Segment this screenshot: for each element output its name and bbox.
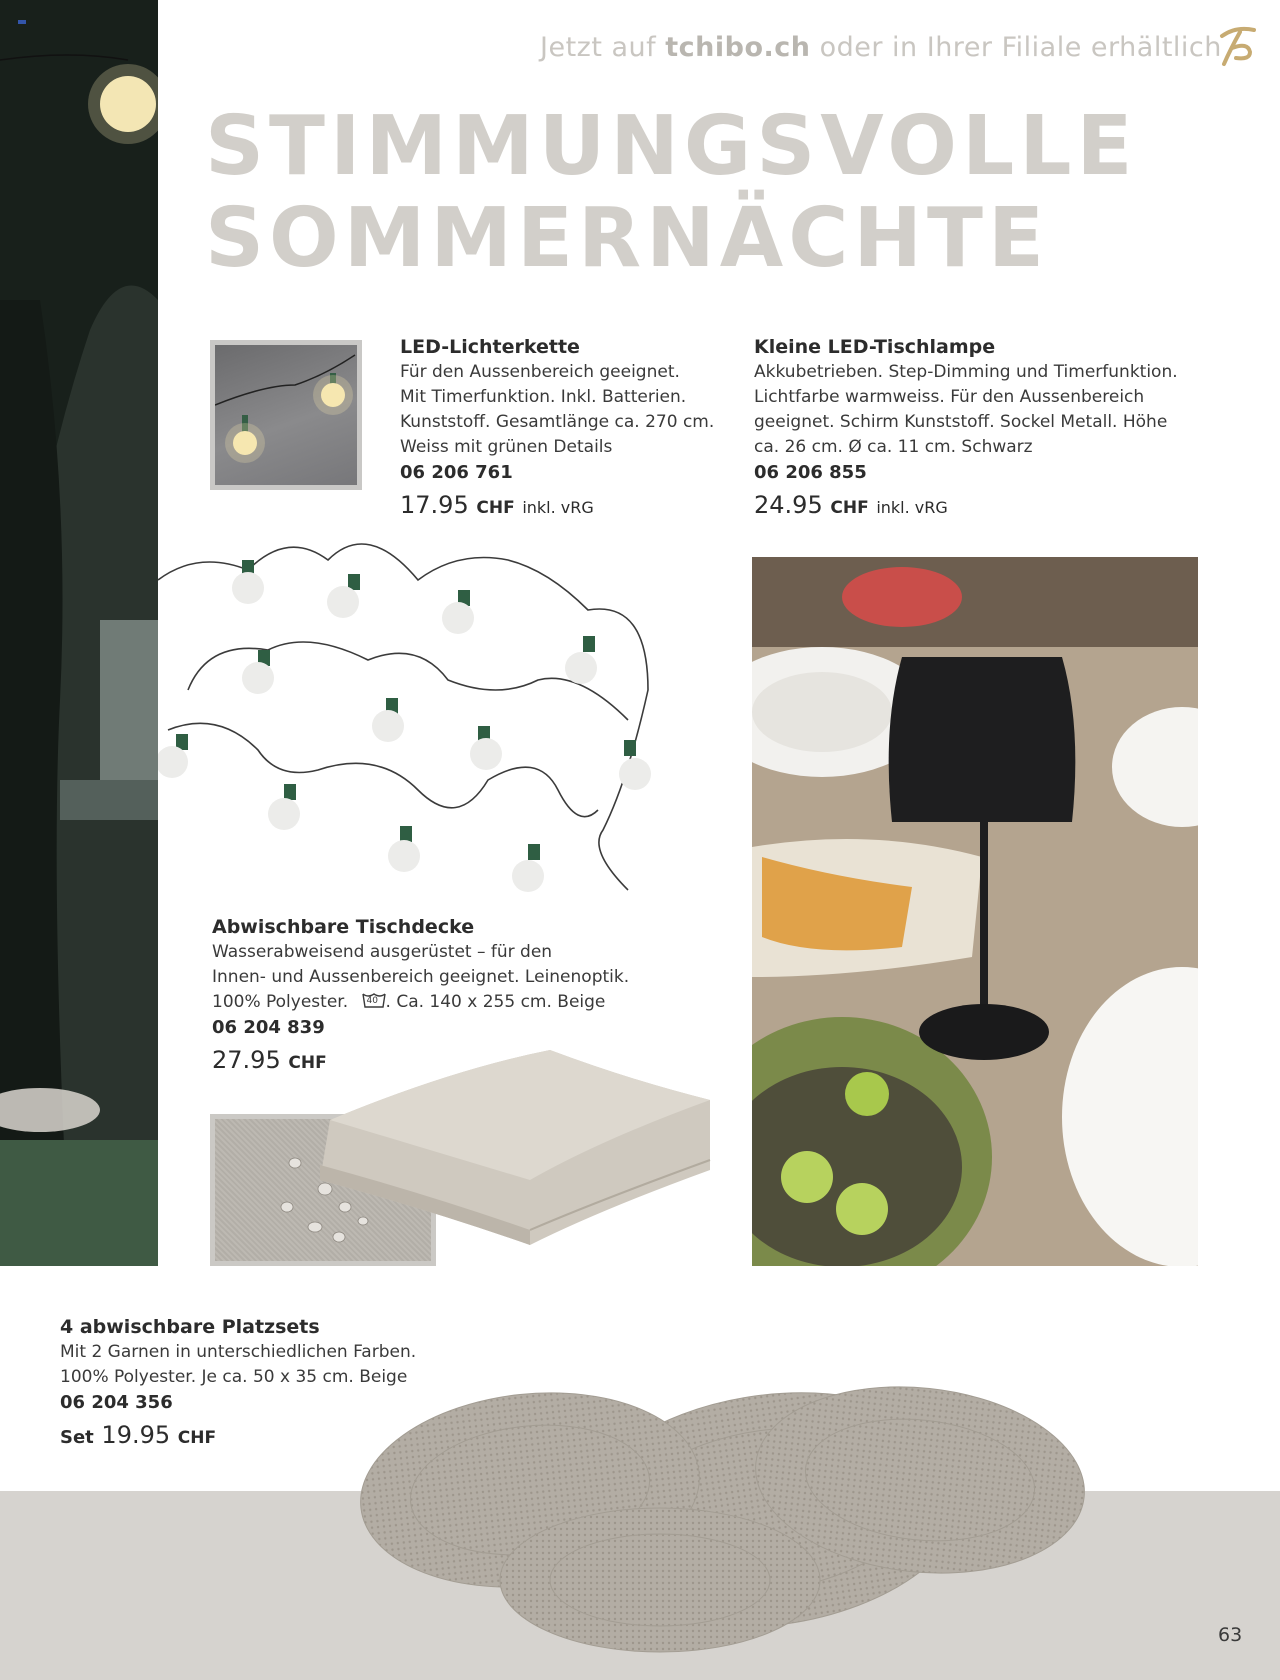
- lichterkette-thumbnail-illustration: [215, 345, 357, 485]
- tischlampe-desc-line: ca. 26 cm. Ø ca. 11 cm. Schwarz: [754, 437, 1033, 457]
- bulb: [242, 650, 274, 694]
- platzsets-price-value: 19.95: [101, 1421, 171, 1449]
- tischlampe-article-number: 06 206 855: [754, 462, 867, 483]
- tischlampe-info: [754, 336, 1204, 519]
- platzsets-desc-line: Mit 2 Garnen in unterschiedlichen Farben.: [60, 1342, 417, 1362]
- bulb: [388, 826, 420, 872]
- lichterkette-currency: CHF: [476, 498, 515, 518]
- availability-header: [540, 32, 1222, 63]
- header-suffix: oder in Ihrer Filiale erhältlich: [810, 32, 1222, 63]
- tischdecke-material: 100% Polyester.: [212, 992, 349, 1012]
- lichterkette-article-number: 06 206 761: [400, 462, 513, 483]
- bulb: [565, 636, 597, 684]
- tischlampe-price: [754, 491, 1204, 519]
- tischdecke-desc-line: Innen- und Aussenbereich geeignet. Leinenoptik.: [212, 967, 630, 987]
- tischlampe-title: Kleine LED-Tischlampe: [754, 336, 996, 358]
- lichterkette-desc-line: Für den Aussenbereich geeignet.: [400, 362, 680, 382]
- tischlampe-currency: CHF: [830, 498, 869, 518]
- page-number: 63: [1218, 1624, 1243, 1646]
- tischdecke-product-image: [300, 1040, 720, 1250]
- platzsets-set-label: Set: [60, 1427, 94, 1448]
- header-prefix: Jetzt auf: [540, 32, 666, 63]
- tischdecke-desc-line: Wasserabweisend ausgerüstet – für den: [212, 942, 553, 962]
- platzsets-product-illustration: [360, 1340, 1110, 1660]
- tischlampe-photo: [752, 557, 1198, 1266]
- lichterkette-price: [400, 491, 740, 519]
- tischlampe-price-value: 24.95: [754, 491, 823, 519]
- lichterkette-product-image: [158, 530, 658, 910]
- lichterkette-product-illustration: [158, 530, 658, 910]
- bulb: [268, 784, 300, 830]
- tischdecke-product-illustration: [300, 1040, 720, 1250]
- bulb: [619, 740, 651, 790]
- lichterkette-desc-line: Weiss mit grünen Details: [400, 437, 613, 457]
- tischdecke-size: . Ca. 140 x 255 cm. Beige: [385, 992, 606, 1012]
- bulb: [372, 698, 404, 742]
- bulb: [470, 726, 502, 770]
- tischdecke-price-value: 27.95: [212, 1046, 281, 1074]
- bulb: [512, 844, 544, 892]
- tischlampe-desc-line: geeignet. Schirm Kunststoff. Sockel Metall. Höhe: [754, 412, 1168, 432]
- tischlampe-vrg: inkl. vRG: [876, 498, 948, 517]
- lichterkette-title: LED-Lichterkette: [400, 336, 580, 358]
- tischdecke-desc-line-3: [212, 990, 732, 1015]
- platzsets-title: 4 abwischbare Platzsets: [60, 1316, 320, 1338]
- lichterkette-desc-line: Mit Timerfunktion. Inkl. Batterien.: [400, 387, 687, 407]
- tree-photo: [0, 0, 158, 1266]
- lichterkette-desc-line: Kunststoff. Gesamtlänge ca. 270 cm.: [400, 412, 715, 432]
- platzsets-currency: CHF: [177, 1428, 217, 1448]
- tischlampe-photo-illustration: [752, 557, 1198, 1266]
- brand-link[interactable]: tchibo.ch: [665, 32, 811, 63]
- lichterkette-info: [400, 336, 740, 519]
- platzsets-desc-line: 100% Polyester. Je ca. 50 x 35 cm. Beige: [60, 1367, 408, 1387]
- headline-line-1: STIMMUNGSVOLLE: [205, 99, 1138, 194]
- wash-temperature: 40: [366, 996, 378, 1006]
- headline-line-2: SOMMERNÄCHTE: [205, 191, 1049, 286]
- tischdecke-currency: CHF: [288, 1053, 327, 1073]
- bulb: [442, 590, 474, 634]
- lichterkette-price-value: 17.95: [400, 491, 469, 519]
- platzsets-product-image: [360, 1340, 1110, 1660]
- tischdecke-title: Abwischbare Tischdecke: [212, 916, 475, 938]
- tchibo-logo-icon: [1214, 22, 1260, 68]
- lichterkette-thumbnail: [210, 340, 362, 490]
- lichterkette-vrg: inkl. vRG: [522, 498, 594, 517]
- tischlampe-desc-line: Lichtfarbe warmweiss. Für den Aussenbereich: [754, 387, 1145, 407]
- bulb: [327, 574, 360, 618]
- wash-40-icon: [362, 991, 386, 1009]
- tree-photo-illustration: [0, 0, 158, 1266]
- tischlampe-desc-line: Akkubetrieben. Step-Dimming und Timerfunktion.: [754, 362, 1178, 382]
- bulb: [158, 734, 188, 778]
- platzsets-article-number: 06 204 356: [60, 1392, 173, 1413]
- tischdecke-article-number: 06 204 839: [212, 1017, 325, 1038]
